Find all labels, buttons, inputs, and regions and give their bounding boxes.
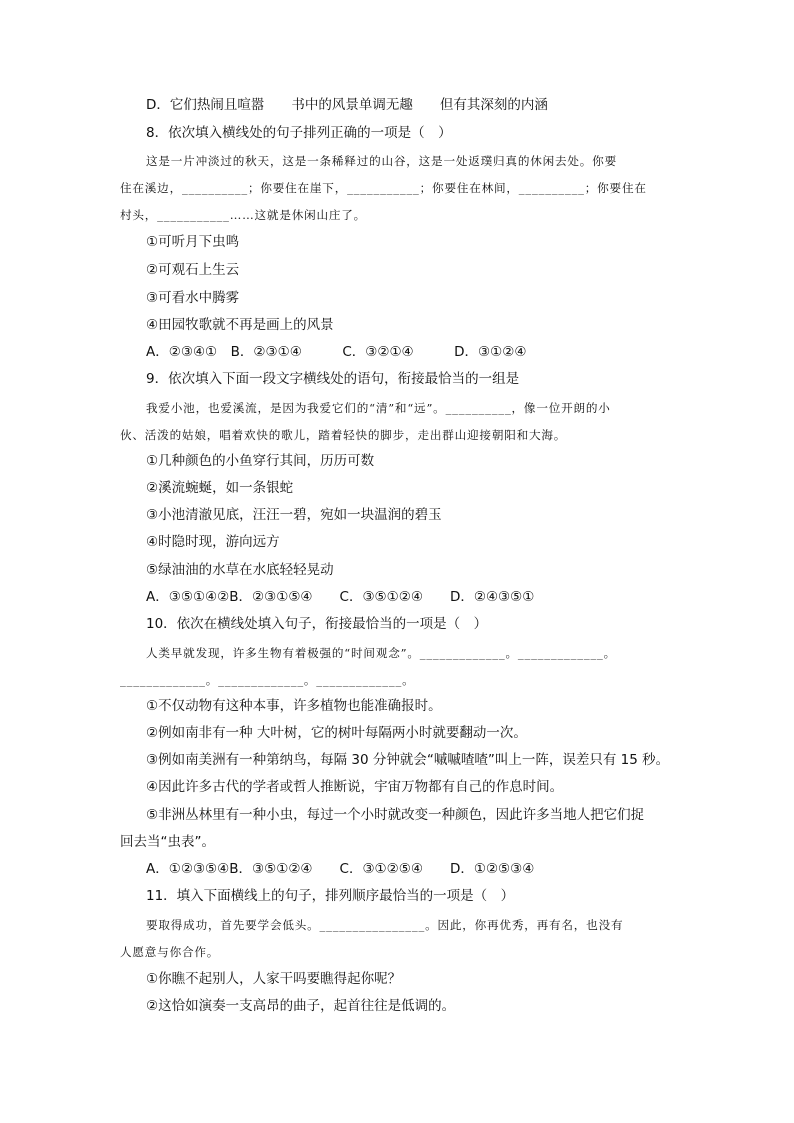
q10-item: ⑤非洲丛林里有一种小虫，每过一个小时就改变一种颜色，因此许多当地人把它们捉: [146, 807, 645, 823]
q10-item: ③例如南美洲有一种第纳鸟，每隔 30 分钟就会“嘁嘁喳喳”叫上一阵，误差只有 15 秒。: [146, 752, 670, 768]
q9-passage-line: 伙、活泼的姑娘，唱着欢快的歌儿，踏着轻快的脚步，走出群山迎接朝阳和大海。: [120, 428, 567, 442]
q8-passage-line: 住在溪边，__________；你要住在崖下，___________；你要住在林间，__________；你要住在: [120, 181, 647, 195]
q9-item: ③小池清澈见底，汪汪一碧，宛如一块温润的碧玉: [146, 507, 442, 523]
q10-passage-line: _____________。_____________。_____________。: [120, 673, 415, 687]
q10-item: ①不仅动物有这种本事，许多植物也能准确报时。: [146, 698, 442, 714]
q9-item: ①几种颜色的小鱼穿行其间，历历可数: [146, 453, 375, 469]
q11-stem: 11．填入下面横线上的句子，排列顺序最恰当的一项是（ ）: [146, 888, 515, 904]
q8-passage-line: 这是一片冲淡过的秋天，这是一条稀释过的山谷，这是一处返璞归真的休闲去处。你要: [146, 154, 617, 168]
q8-options: A．②③④① B．②③①④ C．③②①④ D．③①②④: [146, 344, 527, 360]
q10-options: A．①②③⑤④B．③⑤①②④ C．③①②⑤④ D．①②⑤③④: [146, 861, 535, 877]
q9-item: ⑤绿油油的水草在水底轻轻晃动: [146, 562, 334, 578]
q8-item: ④田园牧歌就不再是画上的风景: [146, 317, 334, 333]
q8-item: ③可看水中腾雾: [146, 290, 240, 306]
q11-item: ②这恰如演奏一支高昂的曲子，起首往往是低调的。: [146, 998, 456, 1014]
q9-item: ④时隐时现，游向远方: [146, 534, 280, 550]
q10-item: ④因此许多古代的学者或哲人推断说，宇宙万物都有自己的作息时间。: [146, 779, 564, 795]
q11-passage-line: 要取得成功，首先要学会低头。________________。因此，你再优秀，再有名，也没有: [146, 918, 624, 932]
q10-item-continuation: 回去当“虫表”。: [120, 834, 215, 850]
q9-passage-line: 我爱小池，也爱溪流，是因为我爱它们的“清”和“远”。__________，像一位开朗的小: [146, 401, 611, 415]
q9-options: A．③⑤①④②B．②③①⑤④ C．③⑤①②④ D．②④③⑤①: [146, 589, 535, 605]
q7-option-d: D．它们热闹且喧嚣 书中的风景单调无趣 但有其深刻的内涵: [146, 97, 548, 113]
q10-stem: 10．依次在横线处填入句子，衔接最恰当的一项是（ ）: [146, 616, 488, 632]
q8-item: ②可观石上生云: [146, 262, 240, 278]
q11-passage-line: 人愿意与你合作。: [120, 945, 220, 959]
q9-stem: 9．依次填入下面一段文字横线处的语句，衔接最恰当的一组是: [146, 371, 520, 387]
q8-item: ①可听月下虫鸣: [146, 234, 240, 250]
q11-item: ①你瞧不起别人，人家干吗要瞧得起你呢？: [146, 971, 402, 987]
q10-item: ②例如南非有一种 大叶树，它的树叶每隔两小时就要翻动一次。: [146, 725, 527, 741]
q9-item: ②溪流蜿蜒，如一条银蛇: [146, 480, 294, 496]
q8-passage-line: 村头，___________……这就是休闲山庄了。: [120, 208, 367, 222]
q10-passage-line: 人类早就发现，许多生物有着极强的“时间观念”。_____________。_____________。: [146, 646, 617, 660]
q8-stem: 8．依次填入横线处的句子排列正确的一项是（ ）: [146, 125, 452, 141]
